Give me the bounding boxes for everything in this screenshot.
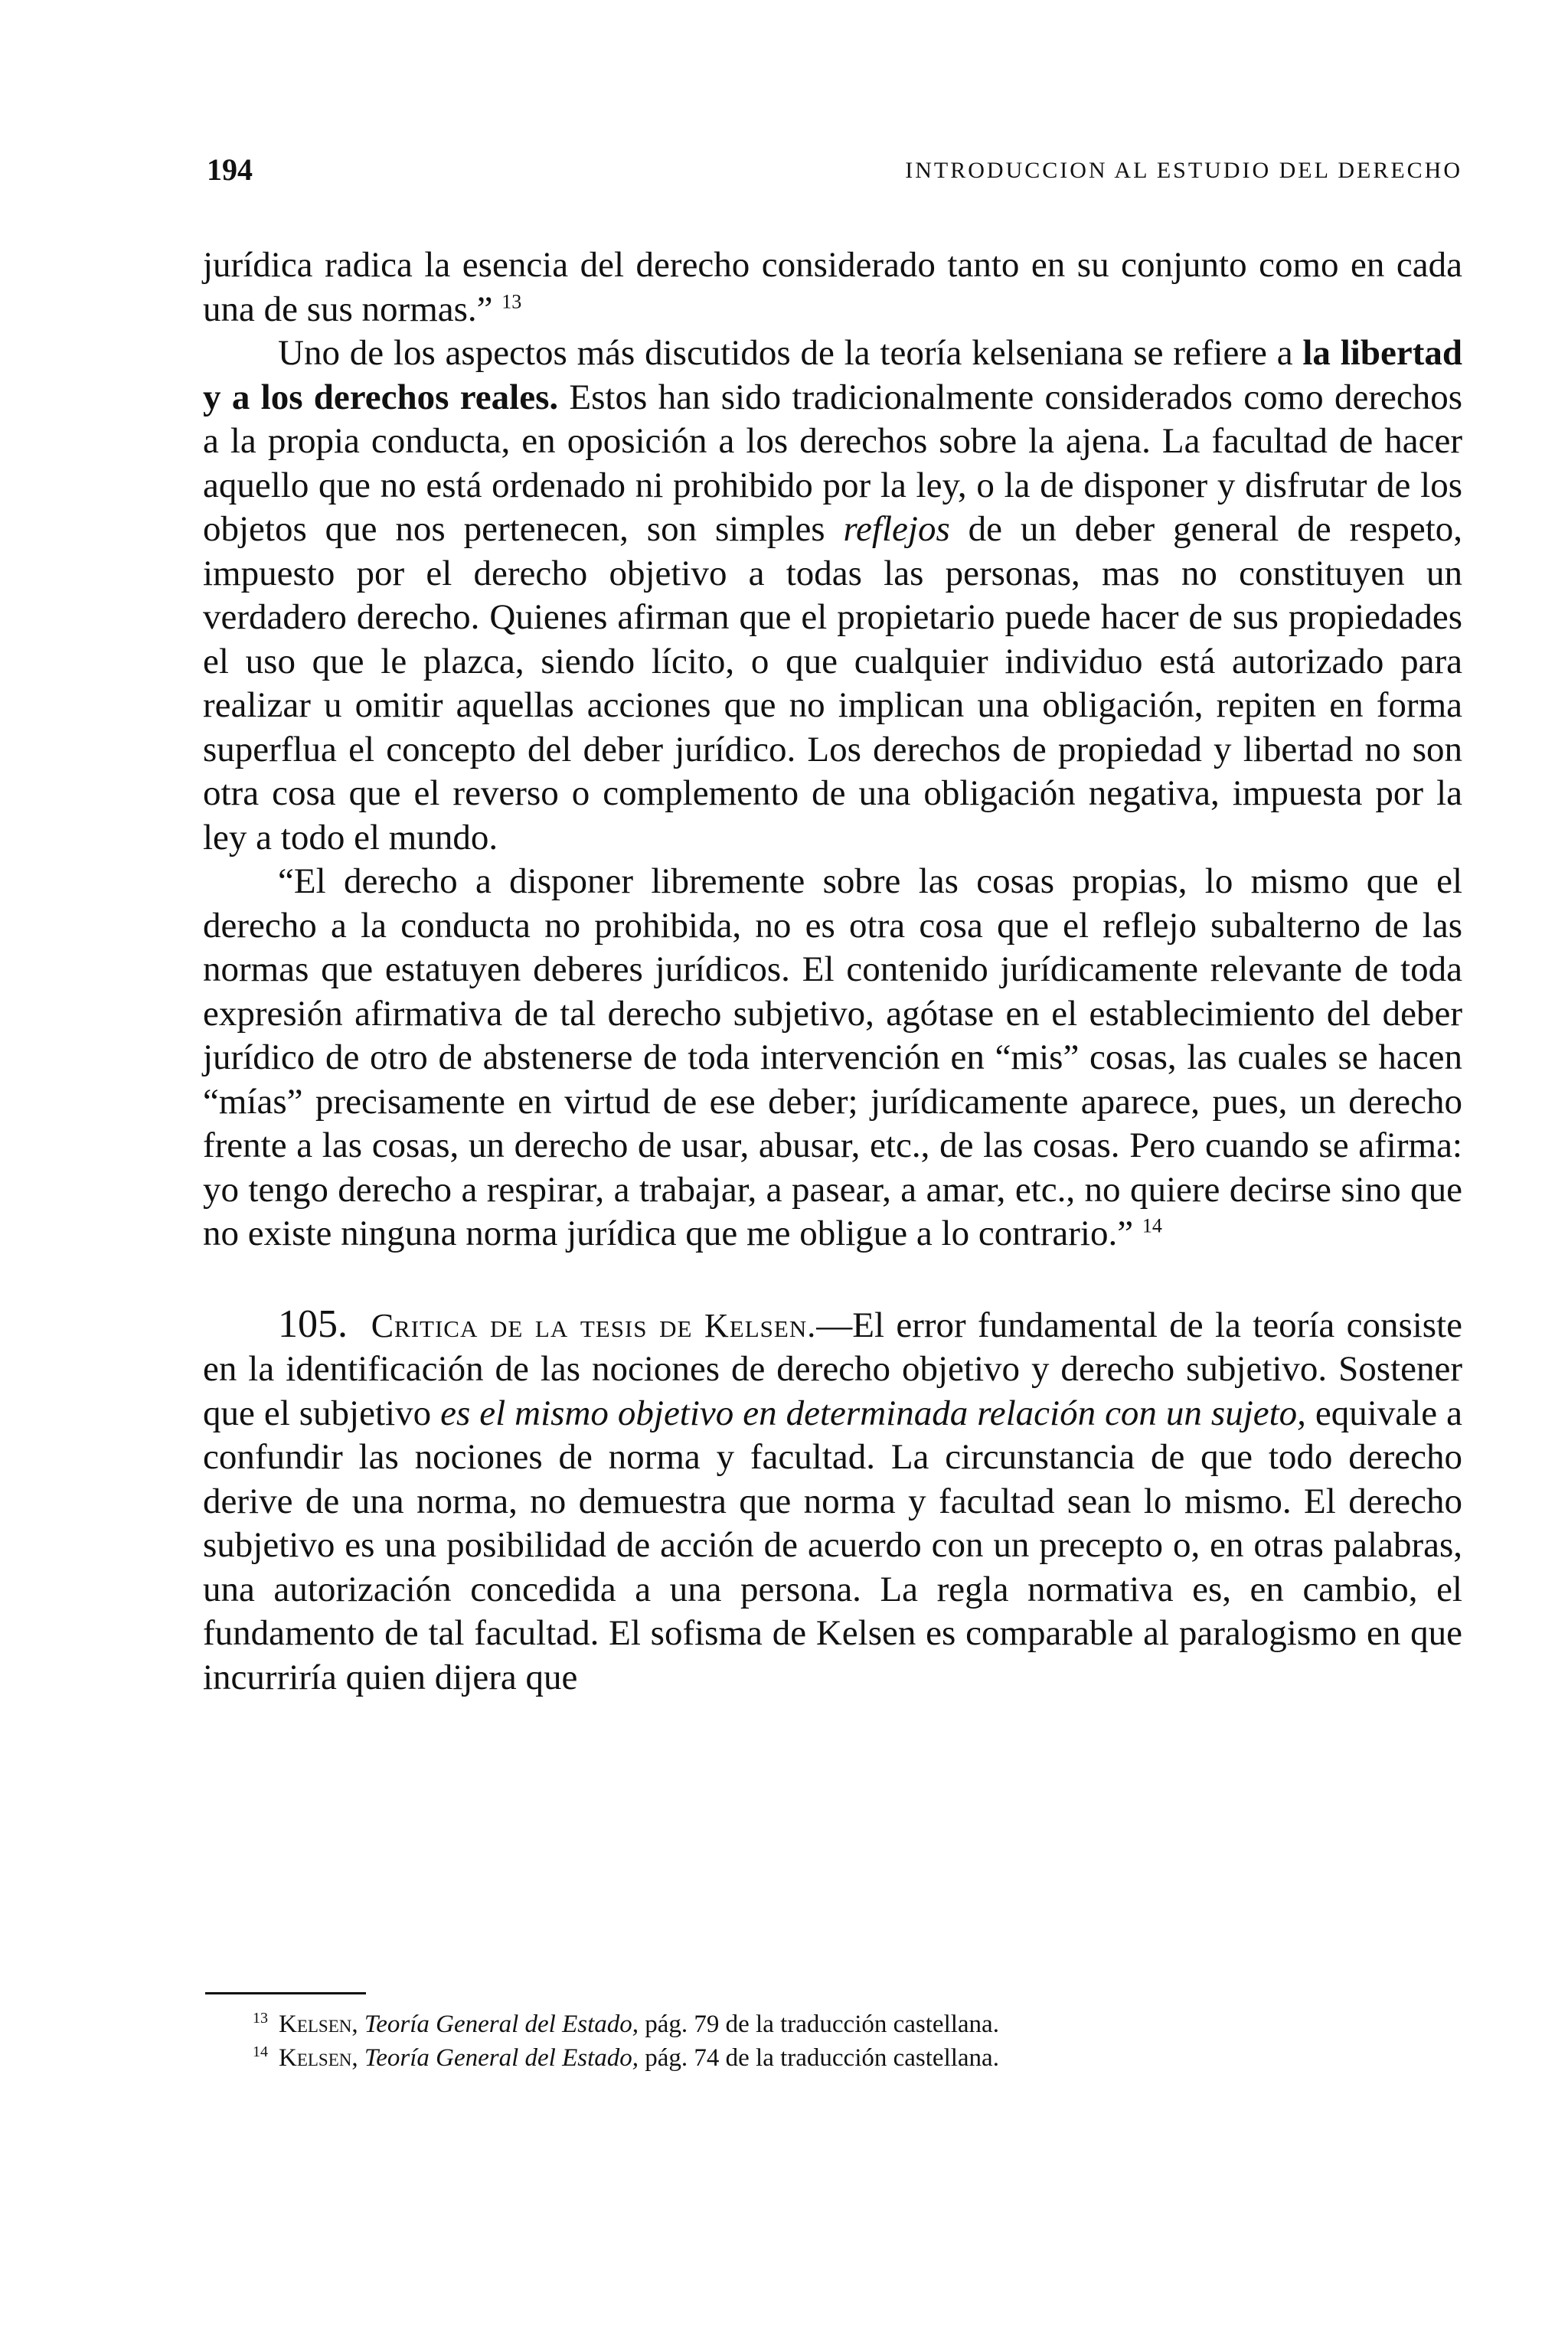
page-header — [207, 152, 1462, 198]
running-head: INTRODUCCION AL ESTUDIO DEL DERECHO — [905, 158, 1462, 183]
footnote-13-author: Kelsen, — [279, 2011, 358, 2038]
section-tail: equivale a confundir las nociones de norma y facultad. La circunstancia de que todo derecho derive de una norma, no demuestra que norma y facultad sean lo mismo. El derecho subjetivo es una posibilidad de acción de acuerdo con un precepto o, en otras palabras, una autorización concedida a una persona. La regla normativa es, en cambio, el fundamento de tal facultad. El sofisma de Kelsen es comparable al paralogismo en que incurriría quien dijera que — [203, 1393, 1462, 1697]
paragraph-2-middle: Estos han sido tradicionalmente considerados como derechos a la propia conducta, en oposición a los derechos sobre la ajena. La facultad de hacer aquello que no está ordenado ni prohibido por la ley, o la de disponer y disfrutar de los objetos que nos pertenecen, son simples — [203, 377, 1462, 549]
footnote-13 — [253, 2007, 1462, 2041]
paragraph-2 — [203, 332, 1462, 860]
section-lead: —El error fundamental de la teoría consiste en la identificación de las nociones de derecho objetivo y derecho subjetivo. Sostener que el subjetivo — [203, 1305, 1463, 1433]
section-105 — [203, 1302, 1462, 1700]
footnote-divider — [205, 1992, 366, 1994]
footnote-13-title: Teoría General del Estado, — [364, 2011, 639, 2038]
footnote-14 — [253, 2041, 1462, 2075]
paragraph-2-italic: reflejos — [843, 509, 950, 549]
paragraph-1-text: jurídica radica la esencia del derecho considerado tanto en su conjunto como en cada una de sus normas.” — [203, 245, 1462, 329]
section-heading: Critica de la tesis de Kelsen. — [371, 1306, 817, 1344]
section-number: 105. — [278, 1302, 348, 1346]
footnote-14-rest: pág. 74 de la traducción castellana. — [639, 2044, 999, 2072]
paragraph-2-lead: Uno de los aspectos más discutidos de la teoría kelseniana se refiere a — [278, 333, 1303, 373]
paragraph-2-tail: de un deber general de respeto, impuesto por el derecho objetivo a todas las personas, mas no constituyen un verdadero derecho. Quienes afirman que el propietario puede hacer de sus propiedades el uso que le plazca, siendo lícito, o que cualquier individuo está autorizado para realizar u omitir aquellas acciones que no implican una obligación, repiten en forma superflua el concepto del deber jurídico. Los derechos de propiedad y libertad no son otra cosa que el reverso o complemento de una obligación negativa, impuesta por la ley a todo el mundo. — [203, 509, 1462, 858]
footnote-14-author: Kelsen, — [279, 2044, 358, 2072]
paragraph-1 — [203, 243, 1462, 332]
footnote-14-title: Teoría General del Estado, — [364, 2044, 639, 2072]
body-text — [203, 243, 1462, 1700]
footnote-14-number: 14 — [253, 2043, 268, 2060]
page-number: 194 — [207, 152, 253, 187]
paragraph-3-text: “El derecho a disponer libremente sobre las cosas propias, lo mismo que el derecho a la conducta no prohibida, no es otra cosa que el reflejo subalterno de las normas que estatuyen deberes jurídicos. El contenido jurídicamente relevante de toda expresión afirmativa de tal derecho subjetivo, agótase en el establecimiento del deber jurídico de otro de abstenerse de toda intervención en “mis” cosas, las cuales se hacen “mías” precisamente en virtud de ese deber; jurídicamente aparece, pues, un derecho frente a las cosas, un derecho de usar, abusar, etc., de las cosas. Pero cuando se afirma: yo tengo derecho a respirar, a trabajar, a pasear, a amar, etc., no quiere decirse sino que no existe ninguna norma jurídica que me obligue a lo contrario.” — [203, 861, 1462, 1253]
paragraph-2-bold: la libertad y a los derechos reales. — [203, 333, 1462, 417]
footnote-13-rest: pág. 79 de la traducción castellana. — [639, 2011, 999, 2038]
section-italic: es el mismo objetivo en determinada relación con un sujeto, — [440, 1393, 1306, 1433]
footnotes — [253, 2007, 1462, 2075]
footnote-ref-14: 14 — [1142, 1214, 1162, 1237]
footnote-13-number: 13 — [253, 2010, 268, 2027]
paragraph-3-quote — [203, 860, 1462, 1256]
footnote-ref-13: 13 — [501, 289, 522, 312]
